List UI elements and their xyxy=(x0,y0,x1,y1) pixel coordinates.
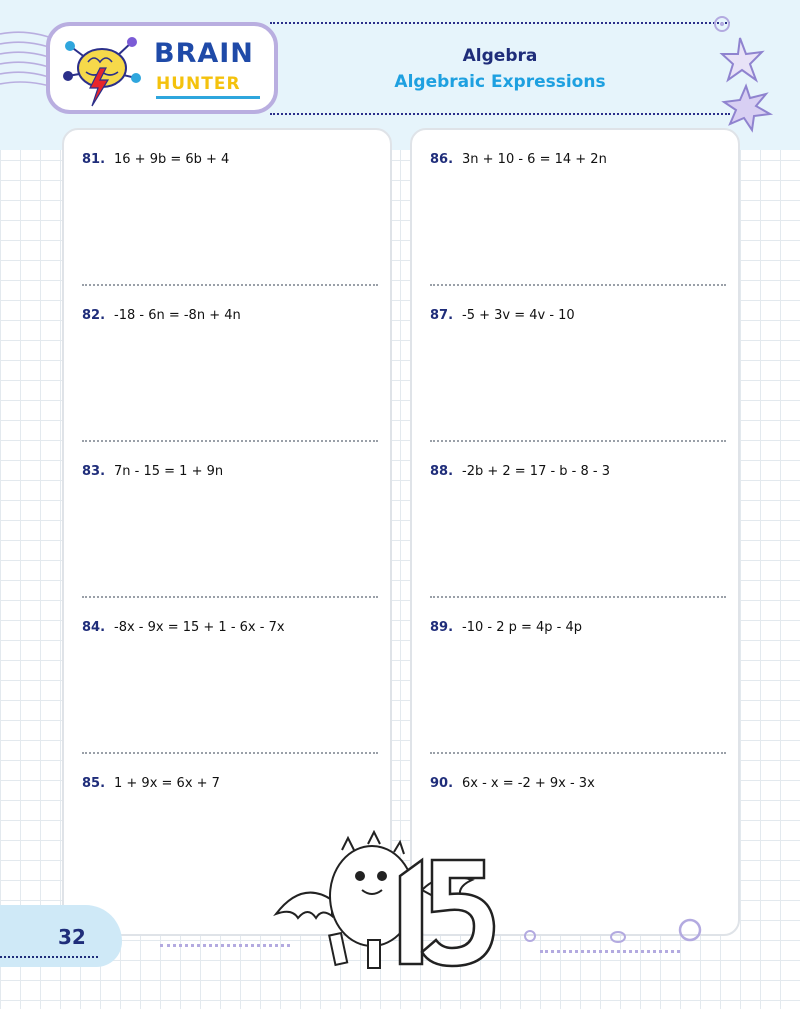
problem-88 xyxy=(412,442,738,598)
problem-equation: 6x - x = -2 + 9x - 3x xyxy=(462,776,595,791)
problem-equation: 7n - 15 = 1 + 9n xyxy=(114,464,224,479)
header-dotted-line-top xyxy=(270,22,730,24)
problem-number: 88. xyxy=(430,464,454,479)
problems-panel-right xyxy=(410,128,740,936)
monster-mascot-illustration xyxy=(272,830,508,970)
page-subtitle: Algebraic Expressions xyxy=(394,72,606,92)
footer-dotted-line-mid xyxy=(160,944,290,947)
problem-equation: 16 + 9b = 6b + 4 xyxy=(114,152,230,167)
problem-number: 81. xyxy=(82,152,106,167)
stars-decoration xyxy=(700,10,796,134)
problem-84 xyxy=(64,598,390,754)
problem-equation: -8x - 9x = 15 + 1 - 6x - 7x xyxy=(114,620,285,635)
problem-number: 86. xyxy=(430,152,454,167)
problem-81 xyxy=(64,130,390,286)
logo-word-hunter: HUNTER xyxy=(156,74,241,94)
problem-number: 90. xyxy=(430,776,454,791)
page-number: 32 xyxy=(58,925,86,949)
problem-equation: -5 + 3v = 4v - 10 xyxy=(462,308,575,323)
problem-equation: -10 - 2 p = 4p - 4p xyxy=(462,620,583,635)
brain-lightning-icon xyxy=(62,32,142,108)
header-dotted-line-bottom xyxy=(270,113,730,115)
problem-equation: 1 + 9x = 6x + 7 xyxy=(114,776,220,791)
decor-number: 15 xyxy=(458,850,460,851)
problem-82 xyxy=(64,286,390,442)
logo-underline xyxy=(156,96,260,99)
problem-89 xyxy=(412,598,738,754)
problem-86 xyxy=(412,130,738,286)
brand-logo xyxy=(46,22,278,114)
problem-number: 82. xyxy=(82,308,106,323)
problem-number: 84. xyxy=(82,620,106,635)
problem-equation: 3n + 10 - 6 = 14 + 2n xyxy=(462,152,607,167)
problems-panel-left xyxy=(62,128,392,936)
problem-87 xyxy=(412,286,738,442)
footer-circles-decoration xyxy=(520,918,720,958)
problem-number: 87. xyxy=(430,308,454,323)
page-title: Algebra xyxy=(462,46,538,66)
problem-number: 89. xyxy=(430,620,454,635)
problem-number: 85. xyxy=(82,776,106,791)
problem-number: 83. xyxy=(82,464,106,479)
logo-word-brain: BRAIN xyxy=(154,38,254,69)
problem-83 xyxy=(64,442,390,598)
problem-equation: -18 - 6n = -8n + 4n xyxy=(114,308,241,323)
problem-equation: -2b + 2 = 17 - b - 8 - 3 xyxy=(462,464,611,479)
footer-dotted-line-left xyxy=(0,956,98,958)
